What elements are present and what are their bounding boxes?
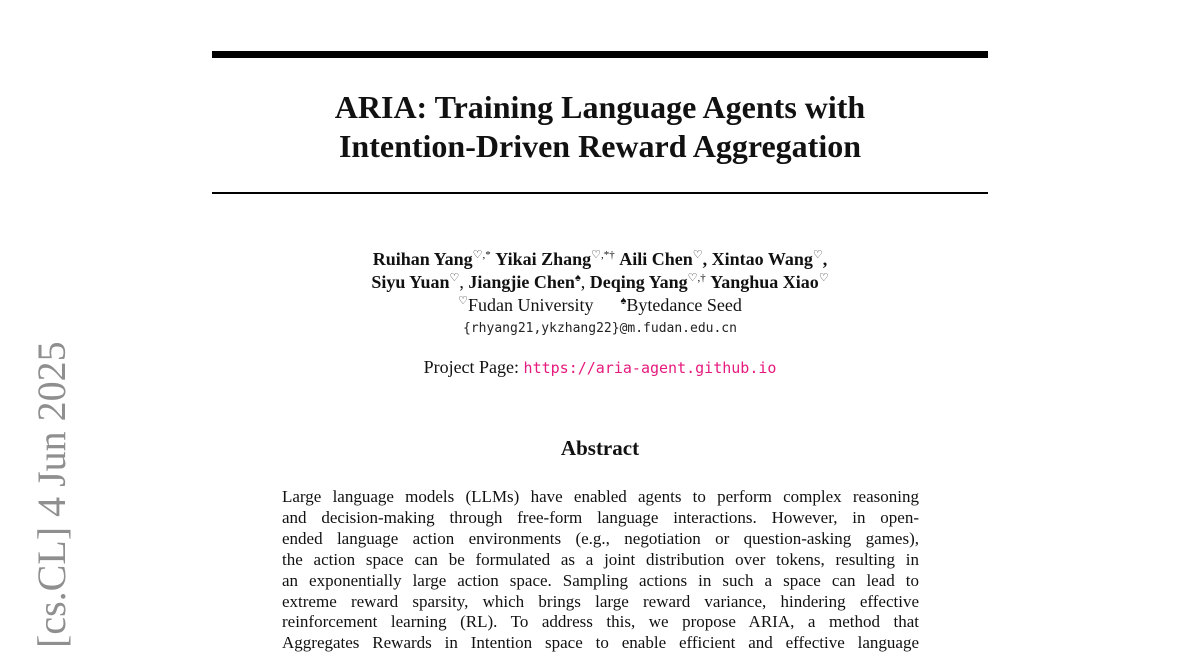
author-name: Yikai Zhang	[495, 249, 592, 269]
arxiv-stamp: [cs.CL] 4 Jun 2025	[29, 341, 74, 648]
author-marks: ♡	[692, 249, 703, 261]
author-marks: ♡	[818, 272, 829, 284]
project-page-link[interactable]: https://aria-agent.github.io	[523, 359, 777, 377]
abstract-line: Large language models (LLMs) have enabled agents to perform complex reasoning	[282, 487, 919, 506]
author-marks: ♡	[812, 249, 823, 261]
affiliation-mark: ♡	[458, 295, 469, 307]
abstract-line: an exponentially large action space. Sampling actions in such a space can lead to	[282, 570, 919, 590]
abstract-line: and decision-making through free-form language interactions. However, in open-	[282, 507, 919, 527]
affiliations	[212, 294, 988, 317]
author-name: Yanghua Xiao	[710, 272, 819, 292]
author-marks: ♡,*	[472, 249, 491, 261]
abstract-heading: Abstract	[560, 436, 640, 460]
author-marks: ♡,*†	[591, 249, 615, 261]
title-line-1: ARIA: Training Language Agents with	[334, 89, 866, 125]
author-name: Siyu Yuan	[371, 272, 450, 292]
paper-title	[212, 88, 988, 166]
title-line-2: Intention-Driven Reward Aggregation	[338, 128, 862, 164]
author-marks: ♡,†	[687, 272, 706, 284]
author-name: Xintao Wang	[711, 249, 813, 269]
author-marks: ♡	[449, 272, 460, 284]
affiliation-name: Fudan University	[468, 295, 594, 315]
title-bottom-rule	[212, 192, 988, 194]
abstract-line: extreme reward sparsity, which brings large reward variance, hindering effective	[282, 591, 919, 611]
author-block	[212, 248, 988, 341]
author-name: Aili Chen	[619, 249, 693, 269]
author-email: {rhyang21,ykzhang22}@m.fudan.edu.cn	[463, 321, 737, 336]
author-marks: ♠	[574, 272, 581, 284]
abstract-line: Aggregates Rewards in Intention space to enable efficient and effective language	[282, 633, 919, 653]
author-line-1: Ruihan Yang♡,* Yikai Zhang♡,*† Aili Chen♡, Xintao Wang♡,	[372, 249, 828, 269]
affiliation-name: Bytedance Seed	[626, 295, 742, 315]
author-name: Deqing Yang	[589, 272, 688, 292]
abstract-line: reinforcement learning (RL). To address this, we propose ARIA, a method that	[282, 612, 919, 632]
author-name: Ruihan Yang	[372, 249, 473, 269]
project-page-label: Project Page:	[423, 357, 520, 377]
author-line-2: Siyu Yuan♡, Jiangjie Chen♠, Deqing Yang♡,† Yanghua Xiao♡	[371, 272, 829, 292]
affiliation-mark: ♠	[620, 295, 627, 307]
title-top-rule	[212, 51, 988, 58]
abstract-line: ended language action environments (e.g., negotiation or question-asking games),	[282, 528, 919, 548]
abstract-line: the action space can be formulated as a joint distribution over tokens, resulting in	[282, 549, 919, 569]
author-name: Jiangjie Chen	[468, 272, 575, 292]
abstract-body	[282, 487, 919, 654]
project-page	[212, 357, 988, 378]
